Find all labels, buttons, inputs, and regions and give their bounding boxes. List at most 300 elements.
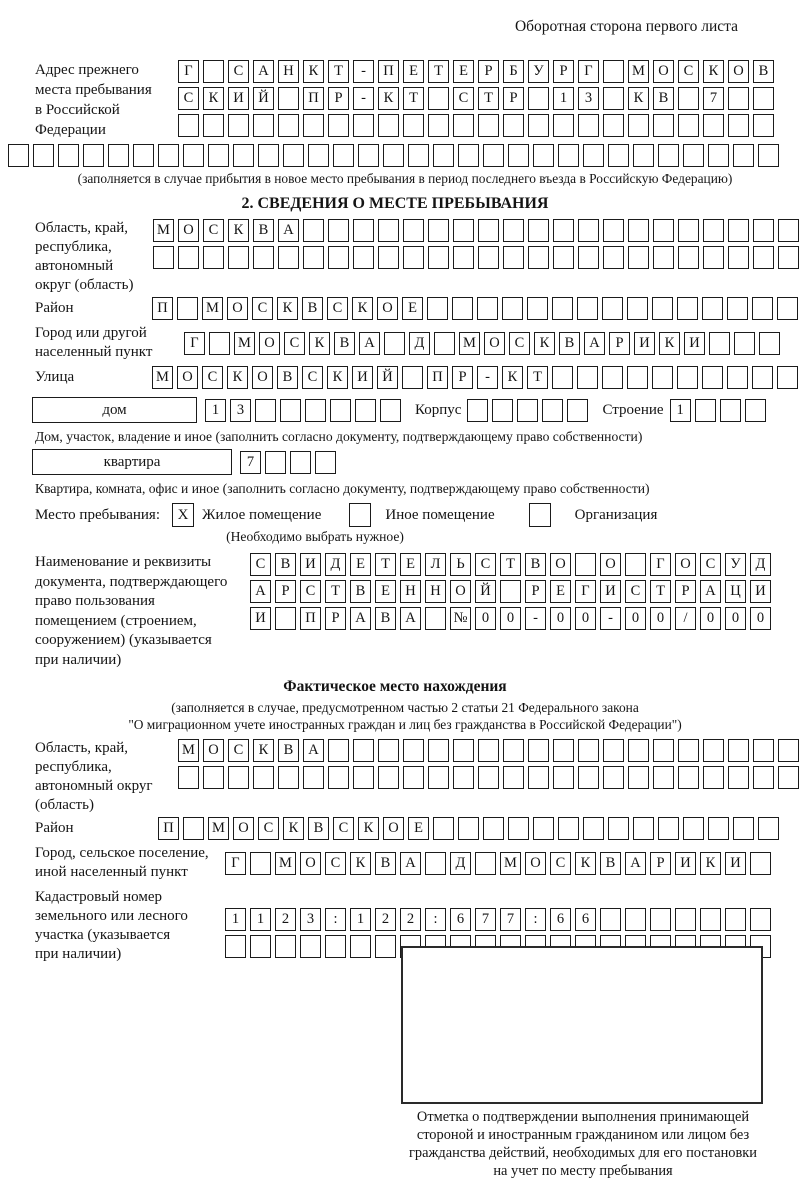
char-cell[interactable] [477, 297, 498, 320]
char-cell[interactable] [178, 114, 199, 137]
char-cell[interactable]: Т [650, 580, 671, 603]
char-cell[interactable]: Р [503, 87, 524, 110]
char-cell[interactable] [709, 332, 730, 355]
char-cell[interactable]: А [303, 739, 324, 762]
char-cell[interactable] [428, 766, 449, 789]
char-cell[interactable] [434, 332, 455, 355]
char-cell[interactable]: Р [328, 87, 349, 110]
char-cell[interactable] [502, 297, 523, 320]
char-cell[interactable] [228, 246, 249, 269]
char-cell[interactable]: А [700, 580, 721, 603]
char-cell[interactable] [177, 297, 198, 320]
char-cell[interactable]: Р [452, 366, 473, 389]
char-cell[interactable]: 3 [300, 908, 321, 931]
char-cell[interactable]: К [700, 852, 721, 875]
char-cell[interactable]: В [308, 817, 329, 840]
char-cell[interactable] [577, 297, 598, 320]
char-cell[interactable]: С [228, 60, 249, 83]
char-cell[interactable]: О [653, 60, 674, 83]
char-cell[interactable]: И [634, 332, 655, 355]
char-cell[interactable]: Г [575, 580, 596, 603]
char-cell[interactable] [533, 817, 554, 840]
char-cell[interactable]: К [228, 219, 249, 242]
char-cell[interactable]: С [678, 60, 699, 83]
char-cell[interactable]: В [350, 580, 371, 603]
char-cell[interactable]: 0 [625, 607, 646, 630]
char-cell[interactable] [728, 114, 749, 137]
char-cell[interactable] [203, 114, 224, 137]
char-cell[interactable]: С [178, 87, 199, 110]
char-cell[interactable] [328, 219, 349, 242]
char-cell[interactable] [753, 739, 774, 762]
char-cell[interactable]: Т [403, 87, 424, 110]
char-cell[interactable] [8, 144, 29, 167]
char-cell[interactable]: О [259, 332, 280, 355]
char-cell[interactable] [578, 114, 599, 137]
char-cell[interactable] [258, 144, 279, 167]
char-cell[interactable] [375, 935, 396, 958]
char-cell[interactable]: О [550, 553, 571, 576]
char-cell[interactable] [305, 399, 326, 422]
char-cell[interactable]: 1 [670, 399, 691, 422]
char-cell[interactable]: 3 [578, 87, 599, 110]
char-cell[interactable] [778, 219, 799, 242]
char-cell[interactable]: С [258, 817, 279, 840]
char-cell[interactable]: А [250, 580, 271, 603]
char-cell[interactable] [383, 144, 404, 167]
char-cell[interactable] [108, 144, 129, 167]
char-cell[interactable]: С [252, 297, 273, 320]
char-cell[interactable] [728, 739, 749, 762]
char-cell[interactable]: М [208, 817, 229, 840]
char-cell[interactable] [628, 114, 649, 137]
char-cell[interactable]: О [377, 297, 398, 320]
char-cell[interactable] [83, 144, 104, 167]
char-cell[interactable]: Е [453, 60, 474, 83]
char-cell[interactable] [750, 852, 771, 875]
char-cell[interactable] [355, 399, 376, 422]
char-cell[interactable] [553, 766, 574, 789]
char-cell[interactable]: 6 [575, 908, 596, 931]
char-cell[interactable] [650, 908, 671, 931]
char-cell[interactable]: К [502, 366, 523, 389]
char-cell[interactable] [378, 766, 399, 789]
char-cell[interactable]: - [353, 87, 374, 110]
char-cell[interactable] [250, 935, 271, 958]
char-cell[interactable] [453, 246, 474, 269]
char-cell[interactable] [275, 607, 296, 630]
char-cell[interactable]: Д [750, 553, 771, 576]
char-cell[interactable] [720, 399, 741, 422]
char-cell[interactable]: 7 [500, 908, 521, 931]
char-cell[interactable]: О [383, 817, 404, 840]
char-cell[interactable]: / [675, 607, 696, 630]
char-cell[interactable]: И [300, 553, 321, 576]
char-cell[interactable]: 0 [475, 607, 496, 630]
char-cell[interactable]: Т [428, 60, 449, 83]
char-cell[interactable]: С [550, 852, 571, 875]
char-cell[interactable] [728, 766, 749, 789]
char-cell[interactable] [533, 144, 554, 167]
char-cell[interactable]: В [375, 607, 396, 630]
char-cell[interactable] [380, 399, 401, 422]
char-cell[interactable]: М [152, 366, 173, 389]
char-cell[interactable]: - [600, 607, 621, 630]
char-cell[interactable]: 1 [205, 399, 226, 422]
char-cell[interactable]: Е [408, 817, 429, 840]
char-cell[interactable]: Л [425, 553, 446, 576]
char-cell[interactable] [315, 451, 336, 474]
char-cell[interactable] [403, 766, 424, 789]
char-cell[interactable] [677, 366, 698, 389]
char-cell[interactable] [278, 766, 299, 789]
organization-checkbox[interactable] [529, 503, 551, 527]
char-cell[interactable]: А [253, 60, 274, 83]
char-cell[interactable]: О [233, 817, 254, 840]
char-cell[interactable]: В [525, 553, 546, 576]
char-cell[interactable]: К [358, 817, 379, 840]
char-cell[interactable] [528, 219, 549, 242]
char-cell[interactable]: 1 [250, 908, 271, 931]
char-cell[interactable]: А [400, 607, 421, 630]
char-cell[interactable] [753, 246, 774, 269]
char-cell[interactable] [727, 297, 748, 320]
char-cell[interactable]: 7 [240, 451, 261, 474]
char-cell[interactable] [483, 817, 504, 840]
char-cell[interactable]: П [378, 60, 399, 83]
char-cell[interactable] [603, 219, 624, 242]
char-cell[interactable]: 7 [475, 908, 496, 931]
char-cell[interactable]: Р [650, 852, 671, 875]
char-cell[interactable] [478, 766, 499, 789]
char-cell[interactable]: В [277, 366, 298, 389]
char-cell[interactable]: К [352, 297, 373, 320]
char-cell[interactable]: В [253, 219, 274, 242]
char-cell[interactable] [553, 114, 574, 137]
char-cell[interactable] [503, 246, 524, 269]
char-cell[interactable]: Г [178, 60, 199, 83]
char-cell[interactable]: 3 [230, 399, 251, 422]
char-cell[interactable]: Й [475, 580, 496, 603]
char-cell[interactable]: С [325, 852, 346, 875]
char-cell[interactable]: К [628, 87, 649, 110]
char-cell[interactable] [153, 246, 174, 269]
char-cell[interactable]: Т [527, 366, 548, 389]
char-cell[interactable]: 0 [500, 607, 521, 630]
char-cell[interactable]: С [700, 553, 721, 576]
char-cell[interactable]: А [584, 332, 605, 355]
char-cell[interactable] [208, 144, 229, 167]
char-cell[interactable] [403, 219, 424, 242]
char-cell[interactable] [203, 766, 224, 789]
char-cell[interactable]: Г [184, 332, 205, 355]
char-cell[interactable] [403, 739, 424, 762]
char-cell[interactable] [328, 246, 349, 269]
char-cell[interactable]: Р [675, 580, 696, 603]
char-cell[interactable] [528, 114, 549, 137]
char-cell[interactable]: Р [275, 580, 296, 603]
char-cell[interactable] [552, 297, 573, 320]
char-cell[interactable] [265, 451, 286, 474]
char-cell[interactable] [778, 246, 799, 269]
char-cell[interactable] [603, 114, 624, 137]
char-cell[interactable]: И [352, 366, 373, 389]
char-cell[interactable] [303, 219, 324, 242]
char-cell[interactable] [603, 766, 624, 789]
char-cell[interactable] [280, 399, 301, 422]
char-cell[interactable] [133, 144, 154, 167]
char-cell[interactable] [478, 246, 499, 269]
char-cell[interactable]: 1 [350, 908, 371, 931]
char-cell[interactable]: Р [478, 60, 499, 83]
char-cell[interactable]: М [202, 297, 223, 320]
char-cell[interactable] [433, 144, 454, 167]
char-cell[interactable]: 2 [275, 908, 296, 931]
char-cell[interactable]: И [228, 87, 249, 110]
char-cell[interactable] [703, 114, 724, 137]
char-cell[interactable] [675, 908, 696, 931]
char-cell[interactable] [652, 297, 673, 320]
char-cell[interactable] [528, 766, 549, 789]
char-cell[interactable]: Е [350, 553, 371, 576]
char-cell[interactable] [452, 297, 473, 320]
char-cell[interactable] [427, 297, 448, 320]
char-cell[interactable]: К [303, 60, 324, 83]
char-cell[interactable] [353, 114, 374, 137]
char-cell[interactable]: В [302, 297, 323, 320]
char-cell[interactable] [753, 87, 774, 110]
char-cell[interactable]: О [300, 852, 321, 875]
char-cell[interactable] [552, 366, 573, 389]
char-cell[interactable] [627, 297, 648, 320]
char-cell[interactable] [158, 144, 179, 167]
char-cell[interactable]: В [278, 739, 299, 762]
char-cell[interactable]: Е [400, 553, 421, 576]
char-cell[interactable] [558, 144, 579, 167]
char-cell[interactable] [378, 246, 399, 269]
char-cell[interactable] [778, 739, 799, 762]
char-cell[interactable] [228, 766, 249, 789]
char-cell[interactable] [325, 935, 346, 958]
char-cell[interactable] [733, 817, 754, 840]
char-cell[interactable] [653, 219, 674, 242]
char-cell[interactable] [350, 935, 371, 958]
char-cell[interactable]: Р [609, 332, 630, 355]
char-cell[interactable] [567, 399, 588, 422]
char-cell[interactable] [678, 246, 699, 269]
char-cell[interactable] [628, 766, 649, 789]
char-cell[interactable] [508, 144, 529, 167]
char-cell[interactable] [683, 144, 704, 167]
char-cell[interactable] [759, 332, 780, 355]
char-cell[interactable] [750, 908, 771, 931]
char-cell[interactable] [603, 246, 624, 269]
char-cell[interactable] [628, 739, 649, 762]
char-cell[interactable]: Г [650, 553, 671, 576]
char-cell[interactable] [303, 114, 324, 137]
char-cell[interactable] [475, 852, 496, 875]
char-cell[interactable]: А [400, 852, 421, 875]
residential-checkbox[interactable]: X [172, 503, 194, 527]
char-cell[interactable]: М [178, 739, 199, 762]
char-cell[interactable] [578, 739, 599, 762]
char-cell[interactable] [303, 766, 324, 789]
char-cell[interactable]: А [625, 852, 646, 875]
char-cell[interactable]: Ц [725, 580, 746, 603]
char-cell[interactable]: : [425, 908, 446, 931]
char-cell[interactable] [278, 246, 299, 269]
char-cell[interactable] [583, 817, 604, 840]
char-cell[interactable] [500, 580, 521, 603]
char-cell[interactable] [425, 607, 446, 630]
char-cell[interactable]: Т [500, 553, 521, 576]
char-cell[interactable]: И [250, 607, 271, 630]
char-cell[interactable]: А [359, 332, 380, 355]
char-cell[interactable]: Т [478, 87, 499, 110]
char-cell[interactable] [658, 817, 679, 840]
char-cell[interactable] [678, 739, 699, 762]
char-cell[interactable]: № [450, 607, 471, 630]
char-cell[interactable] [453, 739, 474, 762]
char-cell[interactable]: О [675, 553, 696, 576]
char-cell[interactable]: Й [253, 87, 274, 110]
char-cell[interactable]: М [628, 60, 649, 83]
char-cell[interactable]: О [178, 219, 199, 242]
char-cell[interactable] [467, 399, 488, 422]
char-cell[interactable]: П [303, 87, 324, 110]
char-cell[interactable] [353, 766, 374, 789]
char-cell[interactable] [625, 553, 646, 576]
char-cell[interactable]: К [253, 739, 274, 762]
char-cell[interactable] [508, 817, 529, 840]
char-cell[interactable] [703, 219, 724, 242]
char-cell[interactable] [708, 817, 729, 840]
char-cell[interactable] [278, 87, 299, 110]
char-cell[interactable] [278, 114, 299, 137]
char-cell[interactable]: И [750, 580, 771, 603]
char-cell[interactable]: К [277, 297, 298, 320]
char-cell[interactable] [603, 87, 624, 110]
char-cell[interactable] [752, 366, 773, 389]
char-cell[interactable] [695, 399, 716, 422]
char-cell[interactable] [353, 246, 374, 269]
char-cell[interactable]: Г [225, 852, 246, 875]
char-cell[interactable]: 1 [225, 908, 246, 931]
char-cell[interactable]: Е [550, 580, 571, 603]
char-cell[interactable] [378, 114, 399, 137]
char-cell[interactable] [478, 739, 499, 762]
char-cell[interactable]: В [600, 852, 621, 875]
char-cell[interactable]: С [250, 553, 271, 576]
char-cell[interactable] [328, 739, 349, 762]
char-cell[interactable] [578, 766, 599, 789]
char-cell[interactable]: Ь [450, 553, 471, 576]
char-cell[interactable] [602, 366, 623, 389]
char-cell[interactable] [703, 739, 724, 762]
char-cell[interactable] [433, 817, 454, 840]
char-cell[interactable] [700, 908, 721, 931]
char-cell[interactable]: : [525, 908, 546, 931]
char-cell[interactable]: М [234, 332, 255, 355]
char-cell[interactable] [402, 366, 423, 389]
char-cell[interactable] [678, 766, 699, 789]
char-cell[interactable] [503, 739, 524, 762]
char-cell[interactable]: 2 [375, 908, 396, 931]
char-cell[interactable] [330, 399, 351, 422]
char-cell[interactable]: К [309, 332, 330, 355]
char-cell[interactable] [178, 246, 199, 269]
char-cell[interactable] [603, 60, 624, 83]
char-cell[interactable]: У [725, 553, 746, 576]
char-cell[interactable] [728, 87, 749, 110]
char-cell[interactable] [58, 144, 79, 167]
char-cell[interactable]: Е [403, 60, 424, 83]
char-cell[interactable] [702, 297, 723, 320]
char-cell[interactable] [745, 399, 766, 422]
char-cell[interactable] [253, 766, 274, 789]
char-cell[interactable]: К [575, 852, 596, 875]
char-cell[interactable]: О [203, 739, 224, 762]
char-cell[interactable]: В [275, 553, 296, 576]
char-cell[interactable] [275, 935, 296, 958]
char-cell[interactable] [553, 739, 574, 762]
char-cell[interactable] [458, 144, 479, 167]
char-cell[interactable] [678, 219, 699, 242]
char-cell[interactable] [478, 219, 499, 242]
char-cell[interactable] [758, 817, 779, 840]
char-cell[interactable]: Н [400, 580, 421, 603]
char-cell[interactable]: О [252, 366, 273, 389]
char-cell[interactable]: Р [553, 60, 574, 83]
char-cell[interactable] [483, 144, 504, 167]
char-cell[interactable]: С [327, 297, 348, 320]
char-cell[interactable]: В [653, 87, 674, 110]
char-cell[interactable] [728, 246, 749, 269]
char-cell[interactable] [608, 817, 629, 840]
char-cell[interactable] [578, 246, 599, 269]
char-cell[interactable] [733, 144, 754, 167]
char-cell[interactable]: А [278, 219, 299, 242]
char-cell[interactable] [528, 246, 549, 269]
char-cell[interactable]: К [659, 332, 680, 355]
char-cell[interactable] [728, 219, 749, 242]
char-cell[interactable]: В [375, 852, 396, 875]
char-cell[interactable]: С [333, 817, 354, 840]
char-cell[interactable]: П [300, 607, 321, 630]
char-cell[interactable]: 6 [550, 908, 571, 931]
char-cell[interactable] [753, 219, 774, 242]
char-cell[interactable] [703, 246, 724, 269]
char-cell[interactable] [542, 399, 563, 422]
char-cell[interactable] [250, 852, 271, 875]
char-cell[interactable]: В [334, 332, 355, 355]
char-cell[interactable]: П [427, 366, 448, 389]
char-cell[interactable]: Т [325, 580, 346, 603]
char-cell[interactable]: О [728, 60, 749, 83]
char-cell[interactable] [228, 114, 249, 137]
char-cell[interactable]: Д [450, 852, 471, 875]
char-cell[interactable] [253, 114, 274, 137]
char-cell[interactable]: К [534, 332, 555, 355]
char-cell[interactable] [290, 451, 311, 474]
char-cell[interactable]: - [353, 60, 374, 83]
char-cell[interactable]: С [509, 332, 530, 355]
char-cell[interactable]: У [528, 60, 549, 83]
char-cell[interactable]: О [525, 852, 546, 875]
char-cell[interactable] [403, 246, 424, 269]
char-cell[interactable]: И [675, 852, 696, 875]
char-cell[interactable]: А [350, 607, 371, 630]
